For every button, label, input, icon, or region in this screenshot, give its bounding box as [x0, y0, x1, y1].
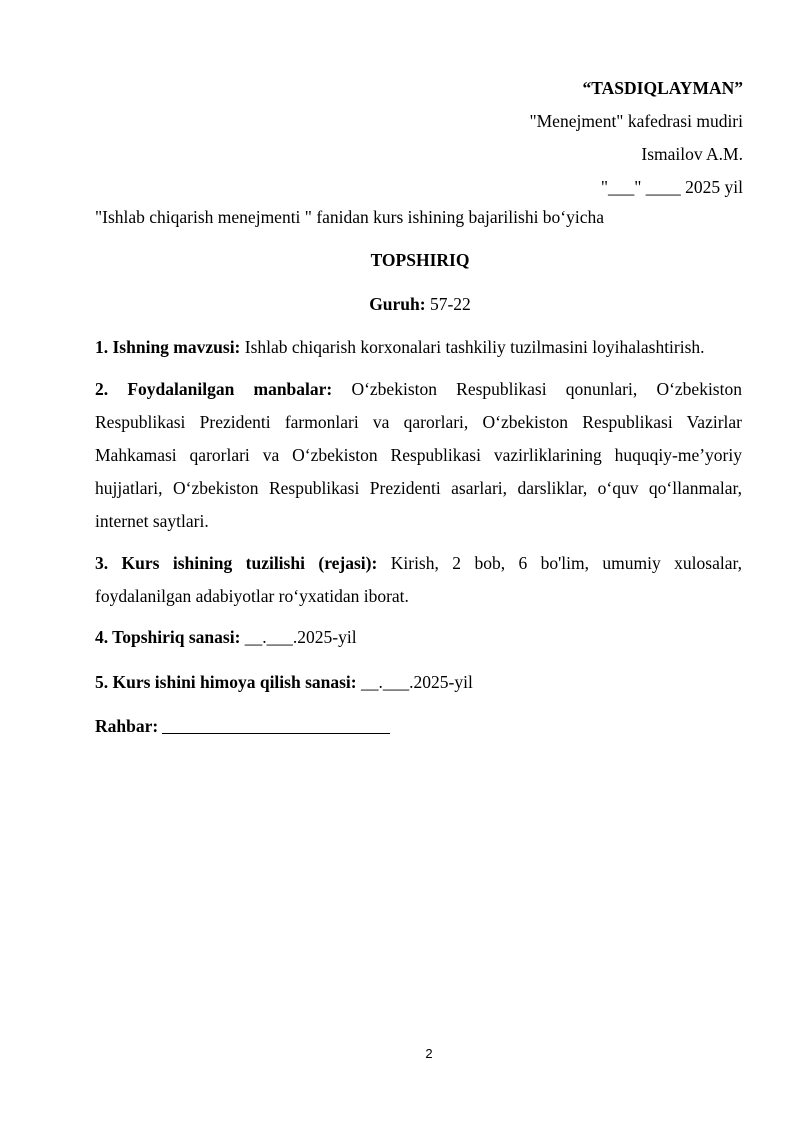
item-defense-date	[95, 666, 742, 699]
group-label: Guruh:	[369, 294, 426, 314]
approval-position: "Menejment" kafedrasi mudiri	[529, 111, 743, 131]
signature-line	[162, 715, 390, 734]
item-structure-text: Kirish, 2 bob, 6 bo'lim, umumiy xulosalar, foydalanilgan adabiyotlar ro‘yxatidan iborat.	[95, 553, 742, 606]
group-line	[0, 291, 800, 317]
supervisor-label: Rahbar:	[95, 716, 159, 736]
approval-stamp: “TASDIQLAYMAN”	[582, 78, 743, 98]
item-topic-label: 1. Ishning mavzusi:	[95, 337, 241, 357]
item-assignment-date-label: 4. Topshiriq sanasi:	[95, 627, 241, 647]
approval-block	[529, 72, 743, 204]
item-defense-date-text: __.___.2025-yil	[356, 672, 473, 692]
item-sources	[95, 373, 742, 538]
supervisor-line	[95, 710, 742, 743]
group-value: 57-22	[425, 294, 471, 314]
page-number: 2	[425, 1046, 433, 1061]
item-defense-date-label: 5. Kurs ishini himoya qilish sanasi:	[95, 672, 357, 692]
item-structure-label: 3. Kurs ishining tuzilishi (rejasi):	[95, 553, 378, 573]
document-title: TOPSHIRIQ	[370, 250, 470, 270]
item-sources-text: O‘zbekiston Respublikasi qonunlari, O‘zbekiston Respublikasi Prezidenti farmonlari va qarorlari, O‘zbekiston Respublikasi Vazirlar Mahkamasi qarorlari va O‘zbekiston Respublikasi vazirliklarining huquqiy-me’yoriy hujjatlari, O‘zbekiston Respublikasi Prezidenti asarlari, darsliklar, o‘quv qo‘llanmalar, internet saytlari.	[95, 379, 742, 531]
item-assignment-date	[95, 621, 742, 654]
item-assignment-date-text: __.___.2025-yil	[240, 627, 357, 647]
item-topic-text: Ishlab chiqarish korxonalari tashkiliy tuzilmasini loyihalashtirish.	[240, 337, 705, 357]
approval-name: Ismailov A.M.	[641, 144, 743, 164]
item-structure	[95, 547, 742, 613]
intro-line: "Ishlab chiqarish menejmenti " fanidan kurs ishining bajarilishi bo‘yicha	[95, 207, 605, 227]
item-sources-label: 2. Foydalanilgan manbalar:	[95, 379, 333, 399]
approval-date-line: "___" ____ 2025 yil	[600, 177, 743, 197]
item-topic	[95, 331, 742, 364]
